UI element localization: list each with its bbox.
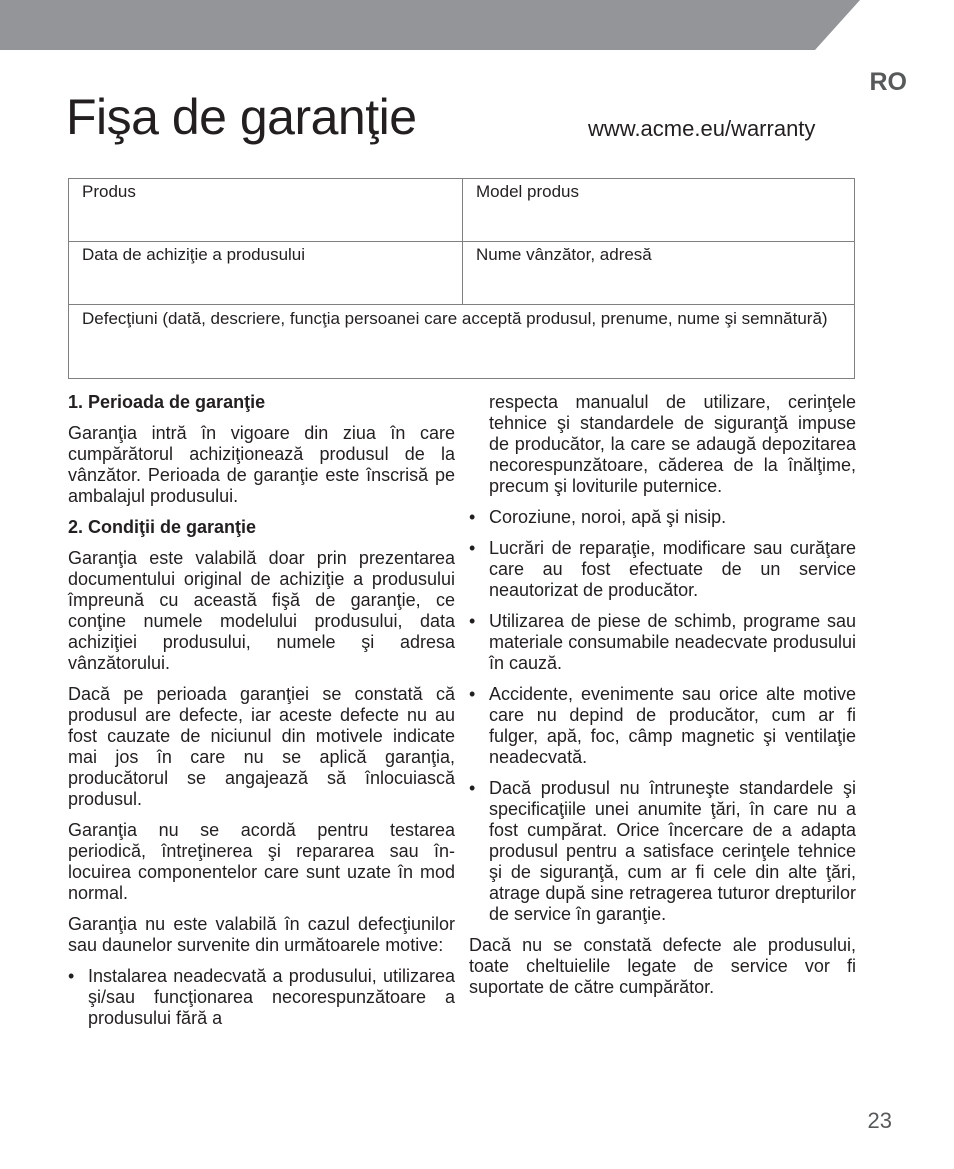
list-item (469, 507, 856, 528)
model-label: Model produs (476, 182, 580, 201)
header-bar (0, 0, 954, 50)
list-item (469, 611, 856, 674)
list-item (469, 778, 856, 925)
exclusions-list (68, 966, 455, 1029)
closing-paragraph: Dacă nu se constată defecte ale produsului, toate cheltuielile legate de service vor fi suportate de către cumpărător. (469, 935, 856, 997)
list-item-continuation: respecta manualul de utilizare, cerinţele tehnice şi standardele de siguranţă impuse de producător, la care se adaugă depozitarea necorespunzătoare, căderea de la înălţime, precum şi loviturile puternice. (489, 392, 856, 496)
bullet-icon: • (469, 684, 476, 704)
section-1-paragraph: Garanţia intră în vigoare din ziua în care cumpărătorul achiziţionează produsul de la vânzător. Perioada de garanţie este înscrisă pe ambalajul produsului. (68, 423, 455, 506)
section-2-paragraph-4: Garanţia nu este valabilă în cazul defecţiunilor sau daunelor survenite din următoarele motive: (68, 914, 455, 955)
product-field[interactable] (69, 179, 463, 242)
purchase-date-field[interactable] (69, 242, 463, 305)
warranty-form (68, 178, 855, 379)
bullet-icon: • (469, 611, 476, 631)
list-item-text: Lucrări de reparaţie, modificare sau curăţare care au fost efectuate de un service neautorizat de producător. (489, 538, 856, 600)
left-column (68, 392, 455, 1039)
section-2-paragraph-3: Garanţia nu se acordă pentru testarea periodică, întreţinerea şi repararea sau în-locuirea componentelor care sunt uzate în mod normal. (68, 820, 455, 903)
section-2-paragraph-2: Dacă pe perioada garanţiei se constată că produsul are defecte, iar aceste defecte nu au fost cauzate de niciunul din motivele indicate mai jos în care nu se aplică garanţia, producătorul se angajează să înlocuiască produsul. (68, 684, 455, 809)
seller-field[interactable] (463, 242, 854, 305)
defects-field[interactable] (69, 305, 854, 378)
list-item (469, 684, 856, 768)
bullet-icon: • (469, 778, 476, 798)
page-title: Fişa de garanţie (66, 89, 417, 145)
list-item-text: Coroziune, noroi, apă şi nisip. (489, 507, 727, 527)
model-field[interactable] (463, 179, 854, 242)
warranty-url: www.acme.eu/warranty (588, 116, 816, 141)
bullet-icon: • (469, 507, 476, 527)
product-label: Produs (82, 182, 136, 201)
section-2-heading: 2. Condiţii de garanţie (68, 517, 257, 537)
list-item (68, 966, 455, 1029)
page-number: 23 (867, 1108, 892, 1133)
right-column (469, 392, 856, 1008)
list-item-text: Accidente, evenimente sau orice alte motive care nu depind de producător, cum ar fi fulger, apă, foc, câmp magnetic şi ventilaţie neadecvată. (489, 684, 856, 767)
section-2-paragraph-1: Garanţia este valabilă doar prin prezentarea documentului original de achiziţie a produsului împreună cu această fişă de garanţie, ce conţine numele modelului produsului, data achiziţiei produsului, numele şi adresa vânzătorului. (68, 548, 455, 673)
seller-label: Nume vânzător, adresă (476, 245, 652, 264)
exclusions-list-continued (469, 507, 856, 925)
list-item-text: Dacă produsul nu întruneşte standardele şi specificaţiile unei anumite ţări, în care nu a fost cumpărat. Orice încercare de a adapta produsul pentru a satisface cerinţele tehnice şi de siguranţă, cum ar fi cele din alte ţări, atrage după sine retragerea tuturor drepturilor de service în garanţie. (489, 778, 856, 924)
list-item-text: Instalarea neadecvată a produsului, utilizarea şi/sau funcţionarea necorespunzătoare a produsului fără a (88, 966, 455, 1028)
list-item (469, 538, 856, 601)
header-bar-shape (0, 0, 860, 50)
defects-label: Defecţiuni (dată, descriere, funcţia persoanei care acceptă produsul, prenume, nume şi semnătură) (82, 309, 828, 328)
purchase-date-label: Data de achiziţie a produsului (82, 245, 306, 264)
list-item-text: Utilizarea de piese de schimb, programe sau materiale consumabile neadecvate produsului în cauză. (489, 611, 856, 673)
bullet-icon: • (469, 538, 476, 558)
section-1-heading: 1. Perioada de garanţie (68, 392, 266, 412)
bullet-icon: • (68, 966, 75, 986)
language-code: RO (869, 68, 907, 96)
